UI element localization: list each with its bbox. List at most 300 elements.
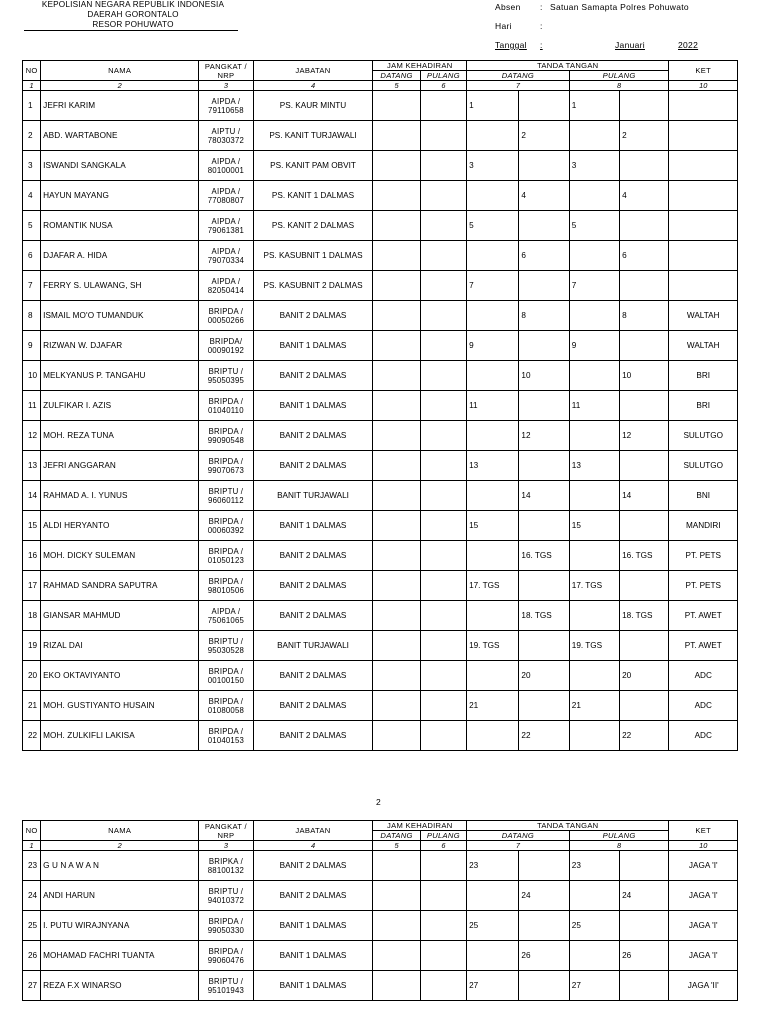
org-line-3: RESOR POHUWATO xyxy=(92,20,174,29)
org-line-2: DAERAH GORONTALO xyxy=(87,10,179,19)
col-number: 1 xyxy=(23,81,41,91)
row-pangkat: BRIPDA / xyxy=(208,726,244,736)
row-pangkat-nrp xyxy=(199,181,253,211)
row-jabatan: PS. KANIT 1 DALMAS xyxy=(253,181,373,211)
row-ttd-datang-1 xyxy=(467,181,519,211)
row-nrp: 00050266 xyxy=(207,315,245,325)
row-pangkat: BRIPDA / xyxy=(208,916,244,926)
col-jam-pulang: PULANG xyxy=(420,831,466,841)
row-ttd-pulang-1: 19. TGS xyxy=(569,631,619,661)
row-ttd-datang-2: 8 xyxy=(519,301,569,331)
row-ttd-pulang-1 xyxy=(569,721,619,751)
row-jam-pulang xyxy=(420,481,466,511)
row-pangkat: BRIPDA / xyxy=(208,516,244,526)
row-no: 11 xyxy=(23,391,41,421)
row-nama: ROMANTIK NUSA xyxy=(41,211,199,241)
row-ttd-datang-2 xyxy=(519,451,569,481)
row-jam-pulang xyxy=(420,421,466,451)
row-nama: MOHAMAD FACHRI TUANTA xyxy=(41,941,199,971)
row-jabatan: PS. KAUR MINTU xyxy=(253,91,373,121)
row-pangkat-nrp xyxy=(199,631,253,661)
row-nrp: 00060392 xyxy=(207,525,245,535)
row-ttd-datang-2: 2 xyxy=(519,121,569,151)
row-ket: JAGA 'I' xyxy=(669,851,738,881)
row-jabatan: BANIT TURJAWALI xyxy=(253,631,373,661)
row-ket xyxy=(669,181,738,211)
row-pangkat-nrp xyxy=(199,571,253,601)
col-pangkat xyxy=(199,821,253,841)
row-ttd-datang-2: 22 xyxy=(519,721,569,751)
col-ket: KET xyxy=(669,61,738,81)
row-ttd-datang-1: 13 xyxy=(467,451,519,481)
col-ttd-datang: DATANG xyxy=(467,71,570,81)
row-nama: REZA F.X WINARSO xyxy=(41,971,199,1001)
row-jabatan: BANIT 2 DALMAS xyxy=(253,691,373,721)
row-nrp: 80100001 xyxy=(207,165,245,175)
row-nama: MOH. GUSTIYANTO HUSAIN xyxy=(41,691,199,721)
row-no: 22 xyxy=(23,721,41,751)
col-nama: NAMA xyxy=(41,821,199,841)
row-pangkat-nrp xyxy=(199,541,253,571)
table-row xyxy=(23,511,738,541)
row-ket: PT. AWET xyxy=(669,601,738,631)
row-jabatan: BANIT 1 DALMAS xyxy=(253,911,373,941)
row-jam-datang xyxy=(373,451,420,481)
row-ttd-datang-1: 1 xyxy=(467,91,519,121)
row-jabatan: BANIT 2 DALMAS xyxy=(253,451,373,481)
col-jam-kehadiran: JAM KEHADIRAN xyxy=(373,821,467,831)
row-ttd-pulang-1 xyxy=(569,421,619,451)
row-nama: ISMAIL MO'O TUMANDUK xyxy=(41,301,199,331)
row-jabatan: BANIT 1 DALMAS xyxy=(253,391,373,421)
row-ttd-pulang-2 xyxy=(620,451,669,481)
row-jam-pulang xyxy=(420,391,466,421)
row-pangkat: BRIPTU / xyxy=(208,636,244,646)
row-nrp: 01040110 xyxy=(208,405,244,415)
col-nrp-label: NRP xyxy=(217,830,235,840)
row-ttd-datang-1 xyxy=(467,601,519,631)
row-ttd-pulang-2 xyxy=(620,631,669,661)
tanggal-colon: : xyxy=(540,40,543,50)
row-pangkat: BRIPTU / xyxy=(208,486,244,496)
row-pangkat: AIPDA / xyxy=(211,246,241,256)
row-ttd-pulang-2: 8 xyxy=(620,301,669,331)
row-ket: ADC xyxy=(669,691,738,721)
row-pangkat: BRIPDA / xyxy=(208,696,244,706)
row-jam-pulang xyxy=(420,151,466,181)
row-ttd-datang-2 xyxy=(519,91,569,121)
row-jam-pulang xyxy=(420,91,466,121)
row-pangkat: BRIPDA / xyxy=(208,306,244,316)
table-row xyxy=(23,91,738,121)
row-jabatan: PS. KANIT 2 DALMAS xyxy=(253,211,373,241)
row-ttd-datang-1 xyxy=(467,301,519,331)
row-no: 15 xyxy=(23,511,41,541)
table-row xyxy=(23,851,738,881)
row-ket: BRI xyxy=(669,391,738,421)
row-ttd-datang-1: 5 xyxy=(467,211,519,241)
col-number: 7 xyxy=(467,841,570,851)
row-pangkat: BRIPDA / xyxy=(208,546,244,556)
column-number-row xyxy=(23,841,738,851)
col-tanda-tangan: TANDA TANGAN xyxy=(467,61,669,71)
row-jam-pulang xyxy=(420,361,466,391)
row-jam-datang xyxy=(373,971,420,1001)
row-pangkat-nrp xyxy=(199,851,253,881)
row-jam-datang xyxy=(373,301,420,331)
col-no: NO xyxy=(23,61,41,81)
row-nama: DJAFAR A. HIDA xyxy=(41,241,199,271)
row-ttd-pulang-1 xyxy=(569,481,619,511)
row-no: 12 xyxy=(23,421,41,451)
column-number-row xyxy=(23,81,738,91)
hari-colon: : xyxy=(540,21,543,31)
row-ttd-datang-1 xyxy=(467,941,519,971)
row-pangkat-nrp xyxy=(199,881,253,911)
row-ttd-pulang-1: 27 xyxy=(569,971,619,1001)
row-jam-pulang xyxy=(420,721,466,751)
col-number: 2 xyxy=(41,81,199,91)
row-jam-pulang xyxy=(420,181,466,211)
row-ket: PT. PETS xyxy=(669,541,738,571)
row-ttd-datang-2: 26 xyxy=(519,941,569,971)
table-row xyxy=(23,661,738,691)
row-ttd-datang-2: 24 xyxy=(519,881,569,911)
row-jam-pulang xyxy=(420,941,466,971)
table-row xyxy=(23,601,738,631)
absen-value: Satuan Samapta Polres Pohuwato xyxy=(550,2,689,12)
row-no: 1 xyxy=(23,91,41,121)
row-pangkat-nrp xyxy=(199,451,253,481)
col-jam-datang: DATANG xyxy=(373,831,420,841)
row-pangkat: BRIPDA / xyxy=(208,426,244,436)
row-nrp: 99090548 xyxy=(207,435,245,445)
row-ttd-pulang-1: 17. TGS xyxy=(569,571,619,601)
table-body-page-2 xyxy=(23,851,738,1001)
row-ttd-datang-1: 23 xyxy=(467,851,519,881)
col-jam-pulang: PULANG xyxy=(420,71,466,81)
table-row xyxy=(23,181,738,211)
hari-label: Hari xyxy=(495,21,512,31)
row-no: 23 xyxy=(23,851,41,881)
row-jam-datang xyxy=(373,571,420,601)
row-ttd-datang-1 xyxy=(467,881,519,911)
row-nrp: 77080807 xyxy=(207,195,245,205)
row-ttd-pulang-2 xyxy=(620,91,669,121)
row-ttd-datang-2 xyxy=(519,691,569,721)
row-jam-datang xyxy=(373,181,420,211)
row-pangkat-nrp xyxy=(199,971,253,1001)
row-ttd-datang-1: 7 xyxy=(467,271,519,301)
row-ttd-datang-1 xyxy=(467,661,519,691)
row-ttd-pulang-2: 24 xyxy=(620,881,669,911)
row-ttd-pulang-1 xyxy=(569,661,619,691)
row-no: 3 xyxy=(23,151,41,181)
col-nrp-label: NRP xyxy=(217,70,235,80)
row-ttd-pulang-1 xyxy=(569,301,619,331)
table-row xyxy=(23,361,738,391)
row-ttd-pulang-2 xyxy=(620,971,669,1001)
row-jam-pulang xyxy=(420,121,466,151)
row-ttd-pulang-2 xyxy=(620,331,669,361)
row-jam-pulang xyxy=(420,301,466,331)
row-nama: RAHMAD A. I. YUNUS xyxy=(41,481,199,511)
row-nrp: 99060476 xyxy=(207,955,245,965)
row-jabatan: BANIT 1 DALMAS xyxy=(253,971,373,1001)
row-nama: ALDI HERYANTO xyxy=(41,511,199,541)
row-jabatan: BANIT 2 DALMAS xyxy=(253,571,373,601)
row-ttd-pulang-1: 7 xyxy=(569,271,619,301)
row-jam-datang xyxy=(373,421,420,451)
table-body-page-1 xyxy=(23,91,738,751)
col-number: 10 xyxy=(669,841,738,851)
row-jabatan: PS. KANIT PAM OBVIT xyxy=(253,151,373,181)
row-jam-pulang xyxy=(420,331,466,361)
row-ttd-pulang-1 xyxy=(569,881,619,911)
col-ket: KET xyxy=(669,821,738,841)
row-ttd-datang-1: 25 xyxy=(467,911,519,941)
row-no: 8 xyxy=(23,301,41,331)
row-ttd-pulang-1 xyxy=(569,361,619,391)
row-ttd-datang-1: 21 xyxy=(467,691,519,721)
row-jam-datang xyxy=(373,121,420,151)
row-jabatan: BANIT TURJAWALI xyxy=(253,481,373,511)
table-row xyxy=(23,451,738,481)
row-nama: ANDI HARUN xyxy=(41,881,199,911)
row-no: 17 xyxy=(23,571,41,601)
row-pangkat-nrp xyxy=(199,721,253,751)
row-pangkat: AIPDA / xyxy=(211,606,241,616)
row-nrp: 98010506 xyxy=(207,585,245,595)
row-pangkat: AIPDA / xyxy=(211,186,241,196)
row-jabatan: BANIT 1 DALMAS xyxy=(253,331,373,361)
row-no: 16 xyxy=(23,541,41,571)
row-no: 7 xyxy=(23,271,41,301)
row-ttd-datang-2 xyxy=(519,151,569,181)
row-ttd-datang-2: 6 xyxy=(519,241,569,271)
table-row xyxy=(23,331,738,361)
row-ttd-datang-2: 14 xyxy=(519,481,569,511)
row-jam-datang xyxy=(373,881,420,911)
col-number: 1 xyxy=(23,841,41,851)
row-ttd-datang-2: 20 xyxy=(519,661,569,691)
row-jabatan: PS. KASUBNIT 2 DALMAS xyxy=(253,271,373,301)
row-ttd-pulang-2: 14 xyxy=(620,481,669,511)
row-ket: BNI xyxy=(669,481,738,511)
row-ttd-datang-1: 9 xyxy=(467,331,519,361)
col-pangkat-label: PANGKAT / xyxy=(204,821,247,831)
row-pangkat-nrp xyxy=(199,601,253,631)
row-ttd-datang-2 xyxy=(519,911,569,941)
row-nama: MOH. ZULKIFLI LAKISA xyxy=(41,721,199,751)
row-nama: ABD. WARTABONE xyxy=(41,121,199,151)
row-jam-datang xyxy=(373,211,420,241)
row-pangkat: BRIPDA/ xyxy=(209,336,243,346)
col-jabatan: JABATAN xyxy=(253,61,373,81)
row-ket: WALTAH xyxy=(669,301,738,331)
row-nama: EKO OKTAVIYANTO xyxy=(41,661,199,691)
absen-label: Absen xyxy=(495,2,521,12)
row-ttd-pulang-2: 22 xyxy=(620,721,669,751)
row-ttd-pulang-2 xyxy=(620,911,669,941)
row-ttd-pulang-1 xyxy=(569,181,619,211)
row-jabatan: BANIT 2 DALMAS xyxy=(253,421,373,451)
row-jam-pulang xyxy=(420,971,466,1001)
row-pangkat: BRIPTU / xyxy=(208,886,244,896)
col-number: 5 xyxy=(373,81,420,91)
row-jam-pulang xyxy=(420,211,466,241)
table-row xyxy=(23,391,738,421)
row-ttd-pulang-2: 10 xyxy=(620,361,669,391)
row-ttd-pulang-2 xyxy=(620,691,669,721)
table-row xyxy=(23,541,738,571)
row-nama: JEFRI ANGGARAN xyxy=(41,451,199,481)
row-jam-pulang xyxy=(420,631,466,661)
table-row xyxy=(23,481,738,511)
row-ttd-datang-1: 19. TGS xyxy=(467,631,519,661)
row-ttd-pulang-2: 2 xyxy=(620,121,669,151)
row-pangkat: BRIPTU / xyxy=(208,976,244,986)
row-ket: WALTAH xyxy=(669,331,738,361)
row-pangkat-nrp xyxy=(199,121,253,151)
row-nrp: 95030528 xyxy=(207,645,245,655)
row-no: 13 xyxy=(23,451,41,481)
table-row xyxy=(23,271,738,301)
row-nama: RIZAL DAI xyxy=(41,631,199,661)
row-no: 5 xyxy=(23,211,41,241)
row-jabatan: BANIT 2 DALMAS xyxy=(253,851,373,881)
row-jabatan: BANIT 2 DALMAS xyxy=(253,881,373,911)
attendance-table-page-2 xyxy=(22,820,738,1001)
row-ttd-datang-1 xyxy=(467,721,519,751)
row-ttd-pulang-1 xyxy=(569,941,619,971)
row-jam-pulang xyxy=(420,571,466,601)
row-ket: BRI xyxy=(669,361,738,391)
row-pangkat: BRIPDA / xyxy=(208,666,244,676)
col-number: 4 xyxy=(253,81,373,91)
row-nrp: 78030372 xyxy=(207,135,245,145)
row-pangkat: BRIPDA / xyxy=(208,946,244,956)
row-ket: MANDIRI xyxy=(669,511,738,541)
row-ttd-pulang-1: 11 xyxy=(569,391,619,421)
row-nrp: 01080058 xyxy=(207,705,245,715)
row-pangkat-nrp xyxy=(199,151,253,181)
org-header-underline xyxy=(24,30,238,31)
row-ket: JAGA 'I' xyxy=(669,911,738,941)
table-row xyxy=(23,121,738,151)
row-jam-datang xyxy=(373,911,420,941)
row-no: 24 xyxy=(23,881,41,911)
row-ttd-pulang-2 xyxy=(620,271,669,301)
row-nrp: 99070673 xyxy=(207,465,245,475)
row-nrp: 94010372 xyxy=(207,895,245,905)
row-pangkat: BRIPTU / xyxy=(208,366,244,376)
col-tanda-tangan: TANDA TANGAN xyxy=(467,821,669,831)
col-ttd-pulang: PULANG xyxy=(569,831,669,841)
row-ttd-datang-2 xyxy=(519,331,569,361)
row-ket xyxy=(669,91,738,121)
row-ket xyxy=(669,211,738,241)
row-pangkat: AIPDA / xyxy=(211,216,241,226)
row-nrp: 88100132 xyxy=(207,865,245,875)
col-number: 4 xyxy=(253,841,373,851)
row-nama: ZULFIKAR I. AZIS xyxy=(41,391,199,421)
row-pangkat: BRIPKA / xyxy=(208,856,243,866)
row-nrp: 79061381 xyxy=(207,225,245,235)
table-row xyxy=(23,151,738,181)
row-no: 25 xyxy=(23,911,41,941)
row-nrp: 00090192 xyxy=(207,345,245,355)
row-no: 14 xyxy=(23,481,41,511)
table-row xyxy=(23,881,738,911)
table-row xyxy=(23,911,738,941)
row-ttd-pulang-1: 5 xyxy=(569,211,619,241)
row-nama: HAYUN MAYANG xyxy=(41,181,199,211)
col-number: 8 xyxy=(569,81,669,91)
row-pangkat: AIPTU / xyxy=(211,126,241,136)
org-line-1: KEPOLISIAN NEGARA REPUBLIK INDONESIA xyxy=(41,0,225,9)
row-jam-datang xyxy=(373,271,420,301)
col-number: 5 xyxy=(373,841,420,851)
row-jabatan: BANIT 2 DALMAS xyxy=(253,541,373,571)
row-nrp: 79070334 xyxy=(207,255,245,265)
row-ttd-pulang-2: 16. TGS xyxy=(620,541,669,571)
row-jabatan: BANIT 1 DALMAS xyxy=(253,511,373,541)
table-row xyxy=(23,631,738,661)
table-row xyxy=(23,571,738,601)
col-number: 7 xyxy=(467,81,570,91)
col-pangkat xyxy=(199,61,253,81)
row-jam-datang xyxy=(373,391,420,421)
row-no: 10 xyxy=(23,361,41,391)
row-jabatan: BANIT 2 DALMAS xyxy=(253,661,373,691)
table-header-row xyxy=(23,61,738,71)
col-number: 3 xyxy=(199,841,253,851)
row-ttd-datang-1: 11 xyxy=(467,391,519,421)
row-pangkat: AIPDA / xyxy=(211,96,241,106)
row-ttd-datang-2: 18. TGS xyxy=(519,601,569,631)
row-jam-pulang xyxy=(420,601,466,631)
row-pangkat-nrp xyxy=(199,511,253,541)
row-jam-pulang xyxy=(420,271,466,301)
row-ttd-datang-2: 12 xyxy=(519,421,569,451)
row-ket: SULUTGO xyxy=(669,451,738,481)
row-nama: I. PUTU WIRAJNYANA xyxy=(41,911,199,941)
row-jabatan: BANIT 2 DALMAS xyxy=(253,301,373,331)
row-jam-pulang xyxy=(420,241,466,271)
col-ttd-pulang: PULANG xyxy=(569,71,669,81)
row-ttd-datang-2: 4 xyxy=(519,181,569,211)
attendance-table-page-1 xyxy=(22,60,738,751)
row-pangkat: BRIPDA / xyxy=(208,576,244,586)
row-jam-pulang xyxy=(420,541,466,571)
row-pangkat-nrp xyxy=(199,481,253,511)
col-number: 2 xyxy=(41,841,199,851)
row-jam-datang xyxy=(373,941,420,971)
row-no: 9 xyxy=(23,331,41,361)
col-number: 8 xyxy=(569,841,669,851)
row-pangkat-nrp xyxy=(199,361,253,391)
row-ket: JAGA 'II' xyxy=(669,971,738,1001)
row-nama: RIZWAN W. DJAFAR xyxy=(41,331,199,361)
row-ket: ADC xyxy=(669,661,738,691)
row-ttd-datang-2: 10 xyxy=(519,361,569,391)
col-nama: NAMA xyxy=(41,61,199,81)
row-nrp: 75061065 xyxy=(207,615,245,625)
row-ket xyxy=(669,121,738,151)
row-ttd-pulang-1: 9 xyxy=(569,331,619,361)
row-pangkat-nrp xyxy=(199,331,253,361)
